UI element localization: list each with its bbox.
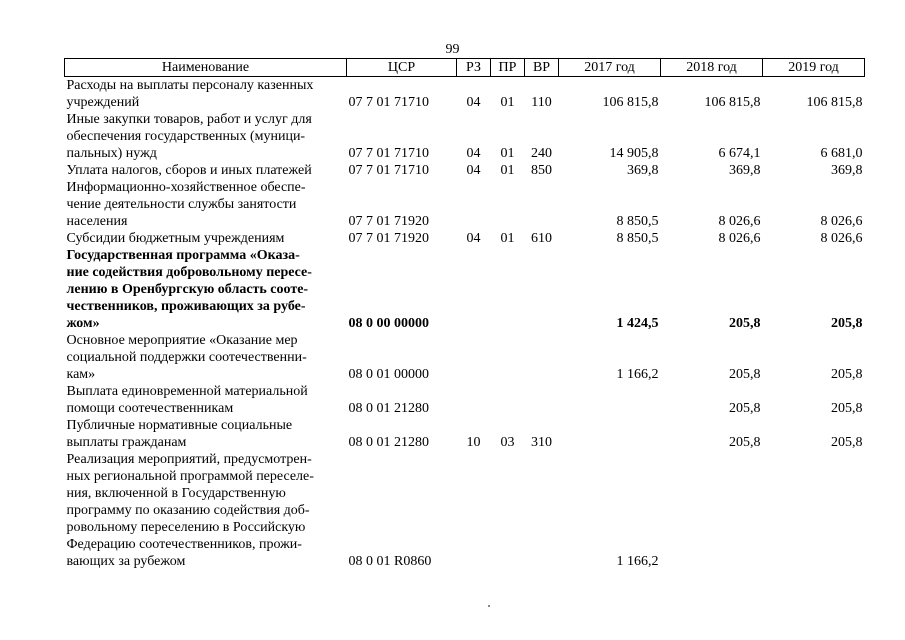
row-csr: 07 7 01 71920 xyxy=(348,214,429,229)
row-csr: 08 0 00 00000 xyxy=(348,316,429,331)
row-pr xyxy=(491,383,525,417)
row-vr: 610 xyxy=(531,231,552,246)
row-vr: 850 xyxy=(531,163,552,178)
row-name xyxy=(65,332,347,383)
row-name xyxy=(65,77,347,112)
row-pr xyxy=(491,179,525,230)
row-2018: 205,8 xyxy=(729,367,761,382)
row-2017: 14 905,8 xyxy=(609,146,659,161)
row-name-line: вающих за рубежом xyxy=(66,554,186,569)
row-csr: 08 0 01 R0860 xyxy=(348,554,432,569)
row-rz xyxy=(457,179,491,230)
table-row xyxy=(65,230,865,247)
row-name-line: социальной поддержки соотечественни- xyxy=(66,350,307,365)
table-row xyxy=(65,451,865,570)
row-name-line: выплаты гражданам xyxy=(66,435,187,450)
row-name-line: кам» xyxy=(66,367,96,382)
row-name-line: чественников, проживающих за рубе- xyxy=(66,299,306,314)
row-name-line: ние содействия добровольному пересе- xyxy=(66,265,312,280)
row-2017: 1 166,2 xyxy=(616,554,659,569)
row-2019: 8 026,6 xyxy=(820,231,863,246)
row-pr xyxy=(491,247,525,332)
row-rz: 04 xyxy=(466,146,481,161)
row-pr: 01 xyxy=(500,146,515,161)
row-name-line: Выплата единовременной материальной xyxy=(66,384,308,399)
header-2017: 2017 год xyxy=(559,59,661,77)
row-2018: 205,8 xyxy=(729,316,761,331)
row-name xyxy=(65,179,347,230)
row-2019: 106 815,8 xyxy=(806,95,863,110)
row-name-line: жом» xyxy=(66,316,100,331)
row-vr xyxy=(525,383,559,417)
row-2017: 8 850,5 xyxy=(616,231,659,246)
row-name-line: Реализация мероприятий, предусмотрен- xyxy=(66,452,312,467)
row-2017 xyxy=(559,417,661,451)
row-name xyxy=(65,451,347,570)
row-2018: 369,8 xyxy=(729,163,761,178)
row-rz xyxy=(457,247,491,332)
row-csr: 07 7 01 71710 xyxy=(348,95,429,110)
row-2017: 106 815,8 xyxy=(602,95,659,110)
row-pr: 01 xyxy=(500,163,515,178)
row-name-line: пальных) нужд xyxy=(66,146,157,161)
row-2017: 369,8 xyxy=(627,163,659,178)
row-2017: 8 850,5 xyxy=(616,214,659,229)
header-2019: 2019 год xyxy=(763,59,865,77)
row-vr xyxy=(525,179,559,230)
row-vr xyxy=(525,247,559,332)
row-name-line: Федерацию соотечественников, прожи- xyxy=(66,537,302,552)
header-row xyxy=(65,59,865,77)
table-row xyxy=(65,417,865,451)
row-name-line: ния, включенной в Государственную xyxy=(66,486,286,501)
table-row xyxy=(65,77,865,112)
row-vr xyxy=(525,451,559,570)
row-pr: 01 xyxy=(500,231,515,246)
row-name-line: Уплата налогов, сборов и иных платежей xyxy=(66,163,312,178)
row-2019: 205,8 xyxy=(831,367,863,382)
row-name-line: населения xyxy=(66,214,128,229)
header-csr: ЦСР xyxy=(347,59,457,77)
row-2018: 205,8 xyxy=(729,401,761,416)
row-pr xyxy=(491,451,525,570)
row-name-line: Публичные нормативные социальные xyxy=(66,418,293,433)
row-csr: 07 7 01 71710 xyxy=(348,146,429,161)
row-name-line: ровольному переселению в Российскую xyxy=(66,520,306,535)
row-name-line: программу по оказанию содействия доб- xyxy=(66,503,310,518)
scan-speck xyxy=(488,605,490,607)
row-vr: 110 xyxy=(531,95,552,110)
row-name-line: помощи соотечественникам xyxy=(66,401,234,416)
row-name-line: обеспечения государственных (муници- xyxy=(66,129,306,144)
row-pr: 03 xyxy=(500,435,515,450)
row-csr: 07 7 01 71920 xyxy=(348,231,429,246)
row-2019: 8 026,6 xyxy=(820,214,863,229)
row-vr: 310 xyxy=(531,435,552,450)
header-rz: РЗ xyxy=(457,59,491,77)
row-rz xyxy=(457,451,491,570)
row-name-line: Государственная программа «Оказа- xyxy=(66,248,300,263)
row-pr xyxy=(491,332,525,383)
row-2019: 6 681,0 xyxy=(820,146,863,161)
row-2018: 205,8 xyxy=(729,435,761,450)
row-name-line: Иные закупки товаров, работ и услуг для xyxy=(66,112,312,127)
table-row xyxy=(65,247,865,332)
table-row xyxy=(65,179,865,230)
row-rz: 04 xyxy=(466,163,481,178)
row-name-line: Субсидии бюджетным учреждениям xyxy=(66,231,285,246)
row-2019 xyxy=(763,451,865,570)
header-vr: ВР xyxy=(525,59,559,77)
row-name-line: Информационно-хозяйственное обеспе- xyxy=(66,180,306,195)
row-name-line: лению в Оренбургскую область сооте- xyxy=(66,282,309,297)
row-2019: 205,8 xyxy=(831,316,863,331)
row-name xyxy=(65,417,347,451)
row-2017: 1 166,2 xyxy=(616,367,659,382)
header-pr: ПР xyxy=(491,59,525,77)
row-name-line: ных региональной программой переселе- xyxy=(66,469,314,484)
row-rz: 10 xyxy=(466,435,481,450)
row-2018: 8 026,6 xyxy=(718,231,761,246)
row-2018: 8 026,6 xyxy=(718,214,761,229)
table-row xyxy=(65,383,865,417)
row-2018: 106 815,8 xyxy=(704,95,761,110)
row-name xyxy=(65,162,347,179)
row-name-line: учреждений xyxy=(66,95,140,110)
row-2017 xyxy=(559,383,661,417)
row-rz: 04 xyxy=(466,95,481,110)
table-row xyxy=(65,111,865,162)
row-name xyxy=(65,111,347,162)
header-2018: 2018 год xyxy=(661,59,763,77)
budget-table xyxy=(64,58,865,570)
table-row xyxy=(65,162,865,179)
row-name-line: Основное мероприятие «Оказание мер xyxy=(66,333,298,348)
row-2019: 205,8 xyxy=(831,401,863,416)
row-vr xyxy=(525,332,559,383)
row-2019: 369,8 xyxy=(831,163,863,178)
row-rz xyxy=(457,332,491,383)
page-number: 99 xyxy=(445,42,460,57)
row-rz xyxy=(457,383,491,417)
row-pr: 01 xyxy=(500,95,515,110)
row-rz: 04 xyxy=(466,231,481,246)
row-2019: 205,8 xyxy=(831,435,863,450)
row-csr: 08 0 01 21280 xyxy=(348,435,429,450)
row-csr: 07 7 01 71710 xyxy=(348,163,429,178)
header-name: Наименование xyxy=(65,59,347,77)
row-csr: 08 0 01 21280 xyxy=(348,401,429,416)
table-row xyxy=(65,332,865,383)
row-name xyxy=(65,383,347,417)
row-csr: 08 0 01 00000 xyxy=(348,367,429,382)
row-2017: 1 424,5 xyxy=(616,316,659,331)
row-name xyxy=(65,230,347,247)
row-2018 xyxy=(661,451,763,570)
row-name xyxy=(65,247,347,332)
row-2018: 6 674,1 xyxy=(718,146,761,161)
row-name-line: Расходы на выплаты персоналу казенных xyxy=(66,78,314,93)
row-vr: 240 xyxy=(531,146,552,161)
row-name-line: чение деятельности службы занятости xyxy=(66,197,297,212)
